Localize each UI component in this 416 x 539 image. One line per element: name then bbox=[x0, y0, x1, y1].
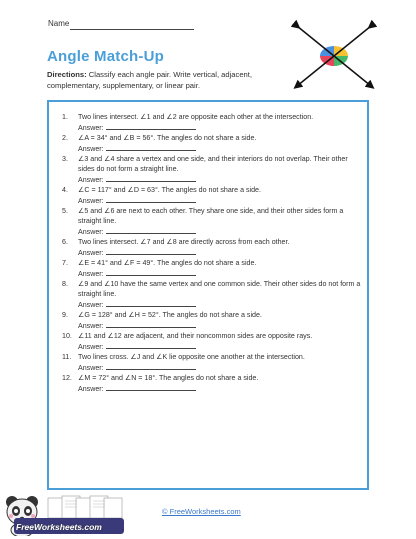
answer-field-line[interactable] bbox=[106, 268, 196, 276]
answer-row bbox=[62, 122, 362, 133]
question-item bbox=[62, 331, 362, 352]
question-number: 4. bbox=[62, 186, 68, 194]
directions-text: Classify each angle pair. Write vertical, adjacent, complementary, supplementary, or linear pair. bbox=[47, 70, 252, 90]
answer-label: Answer: bbox=[78, 364, 104, 372]
question-list bbox=[62, 112, 362, 394]
answer-label: Answer: bbox=[78, 176, 104, 184]
answer-field-line[interactable] bbox=[106, 247, 196, 255]
footer-copyright-link[interactable]: © FreeWorksheets.com bbox=[162, 507, 241, 516]
answer-row bbox=[62, 195, 362, 206]
question-number: 12. bbox=[62, 374, 72, 382]
question-text: ∠G = 128° and ∠H = 52°. The angles do not share a side. bbox=[78, 311, 262, 319]
question-item bbox=[62, 206, 362, 237]
question-number: 10. bbox=[62, 332, 72, 340]
answer-row bbox=[62, 320, 362, 331]
answer-label: Answer: bbox=[78, 145, 104, 153]
question-item bbox=[62, 237, 362, 258]
question-item bbox=[62, 310, 362, 331]
angle-lines-icon bbox=[291, 20, 377, 92]
answer-field-line[interactable] bbox=[106, 341, 196, 349]
question-text: ∠11 and ∠12 are adjacent, and their noncommon sides are opposite rays. bbox=[78, 332, 313, 340]
question-text: Two lines cross. ∠J and ∠K lie opposite one another at the intersection. bbox=[78, 353, 305, 361]
brand-logo-text: FreeWorksheets.com bbox=[16, 522, 102, 532]
answer-row bbox=[62, 299, 362, 310]
answer-field-line[interactable] bbox=[106, 299, 196, 307]
answer-label: Answer: bbox=[78, 322, 104, 330]
question-number: 9. bbox=[62, 311, 68, 319]
question-text: ∠E = 41° and ∠F = 49°. The angles do not share a side. bbox=[78, 259, 257, 267]
directions bbox=[47, 70, 302, 91]
question-number: 7. bbox=[62, 259, 68, 267]
question-text: ∠M = 72° and ∠N = 18°. The angles do not share a side. bbox=[78, 374, 259, 382]
answer-label: Answer: bbox=[78, 228, 104, 236]
answer-label: Answer: bbox=[78, 343, 104, 351]
question-item bbox=[62, 352, 362, 373]
question-item bbox=[62, 258, 362, 279]
answer-row bbox=[62, 383, 362, 394]
question-text: ∠3 and ∠4 share a vertex and one side, and their interiors do not overlap. Their other sides do not form a straight line. bbox=[78, 155, 348, 173]
question-number: 6. bbox=[62, 238, 68, 246]
answer-row bbox=[62, 341, 362, 352]
question-number: 5. bbox=[62, 207, 68, 215]
answer-label: Answer: bbox=[78, 301, 104, 309]
answer-row bbox=[62, 143, 362, 154]
answer-label: Answer: bbox=[78, 197, 104, 205]
question-number: 1. bbox=[62, 113, 68, 121]
answer-label: Answer: bbox=[78, 249, 104, 257]
answer-field-line[interactable] bbox=[106, 122, 196, 130]
directions-label: Directions: bbox=[47, 70, 87, 79]
question-number: 2. bbox=[62, 134, 68, 142]
question-item bbox=[62, 373, 362, 394]
answer-field-line[interactable] bbox=[106, 174, 196, 182]
question-text: Two lines intersect. ∠7 and ∠8 are directly across from each other. bbox=[78, 238, 290, 246]
answer-label: Answer: bbox=[78, 270, 104, 278]
answer-field-line[interactable] bbox=[106, 195, 196, 203]
question-item bbox=[62, 112, 362, 133]
question-text: Two lines intersect. ∠1 and ∠2 are opposite each other at the intersection. bbox=[78, 113, 314, 121]
name-field-line[interactable] bbox=[70, 29, 194, 30]
question-text: ∠C = 117° and ∠D = 63°. The angles do not share a side. bbox=[78, 186, 261, 194]
answer-field-line[interactable] bbox=[106, 143, 196, 151]
question-item bbox=[62, 279, 362, 310]
answer-field-line[interactable] bbox=[106, 226, 196, 234]
answer-field-line[interactable] bbox=[106, 320, 196, 328]
answer-row bbox=[62, 226, 362, 237]
answer-row bbox=[62, 174, 362, 185]
answer-field-line[interactable] bbox=[106, 362, 196, 370]
question-number: 3. bbox=[62, 155, 68, 163]
question-item bbox=[62, 185, 362, 206]
question-item bbox=[62, 133, 362, 154]
question-text: ∠9 and ∠10 have the same vertex and one common side. Their other sides do not form a straight line. bbox=[78, 280, 361, 298]
answer-field-line[interactable] bbox=[106, 383, 196, 391]
answer-label: Answer: bbox=[78, 385, 104, 393]
answer-row bbox=[62, 268, 362, 279]
name-label: Name bbox=[48, 19, 70, 28]
question-number: 11. bbox=[62, 353, 72, 361]
question-text: ∠5 and ∠6 are next to each other. They share one side, and their other sides form a straight line. bbox=[78, 207, 344, 225]
worksheet-title: Angle Match-Up bbox=[47, 48, 164, 65]
answer-row bbox=[62, 247, 362, 258]
question-text: ∠A = 34° and ∠B = 56°. The angles do not share a side. bbox=[78, 134, 257, 142]
question-item bbox=[62, 154, 362, 185]
answer-label: Answer: bbox=[78, 124, 104, 132]
question-number: 8. bbox=[62, 280, 68, 288]
worksheet-stack-icon bbox=[46, 494, 124, 520]
answer-row bbox=[62, 362, 362, 373]
